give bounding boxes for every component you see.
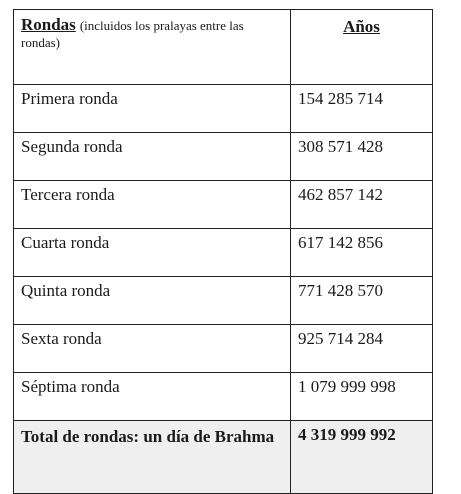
round-name: Séptima ronda	[14, 373, 291, 421]
table-row	[14, 277, 433, 325]
table-row	[14, 85, 433, 133]
round-years: 771 428 570	[291, 277, 433, 325]
total-years: 4 319 999 992	[291, 421, 433, 494]
round-name: Tercera ronda	[14, 181, 291, 229]
round-years: 462 857 142	[291, 181, 433, 229]
round-name: Cuarta ronda	[14, 229, 291, 277]
header-rounds-cell	[14, 10, 291, 85]
table-row	[14, 133, 433, 181]
round-name: Segunda ronda	[14, 133, 291, 181]
rounds-table	[13, 9, 433, 494]
header-rounds-title: Rondas	[21, 15, 76, 34]
table-row	[14, 229, 433, 277]
round-years: 617 142 856	[291, 229, 433, 277]
table-header-row	[14, 10, 433, 85]
round-name: Sexta ronda	[14, 325, 291, 373]
round-name: Quinta ronda	[14, 277, 291, 325]
round-years: 1 079 999 998	[291, 373, 433, 421]
total-label: Total de rondas: un día de Brahma	[14, 421, 291, 494]
round-years: 925 714 284	[291, 325, 433, 373]
total-row	[14, 421, 433, 494]
round-years: 308 571 428	[291, 133, 433, 181]
table-row	[14, 325, 433, 373]
round-years: 154 285 714	[291, 85, 433, 133]
round-name: Primera ronda	[14, 85, 291, 133]
header-rounds-note: (incluidos los pralayas entre las rondas)	[21, 18, 244, 50]
table-row	[14, 181, 433, 229]
header-years-cell	[291, 10, 433, 85]
header-years-title: Años	[343, 17, 380, 36]
table-row	[14, 373, 433, 421]
